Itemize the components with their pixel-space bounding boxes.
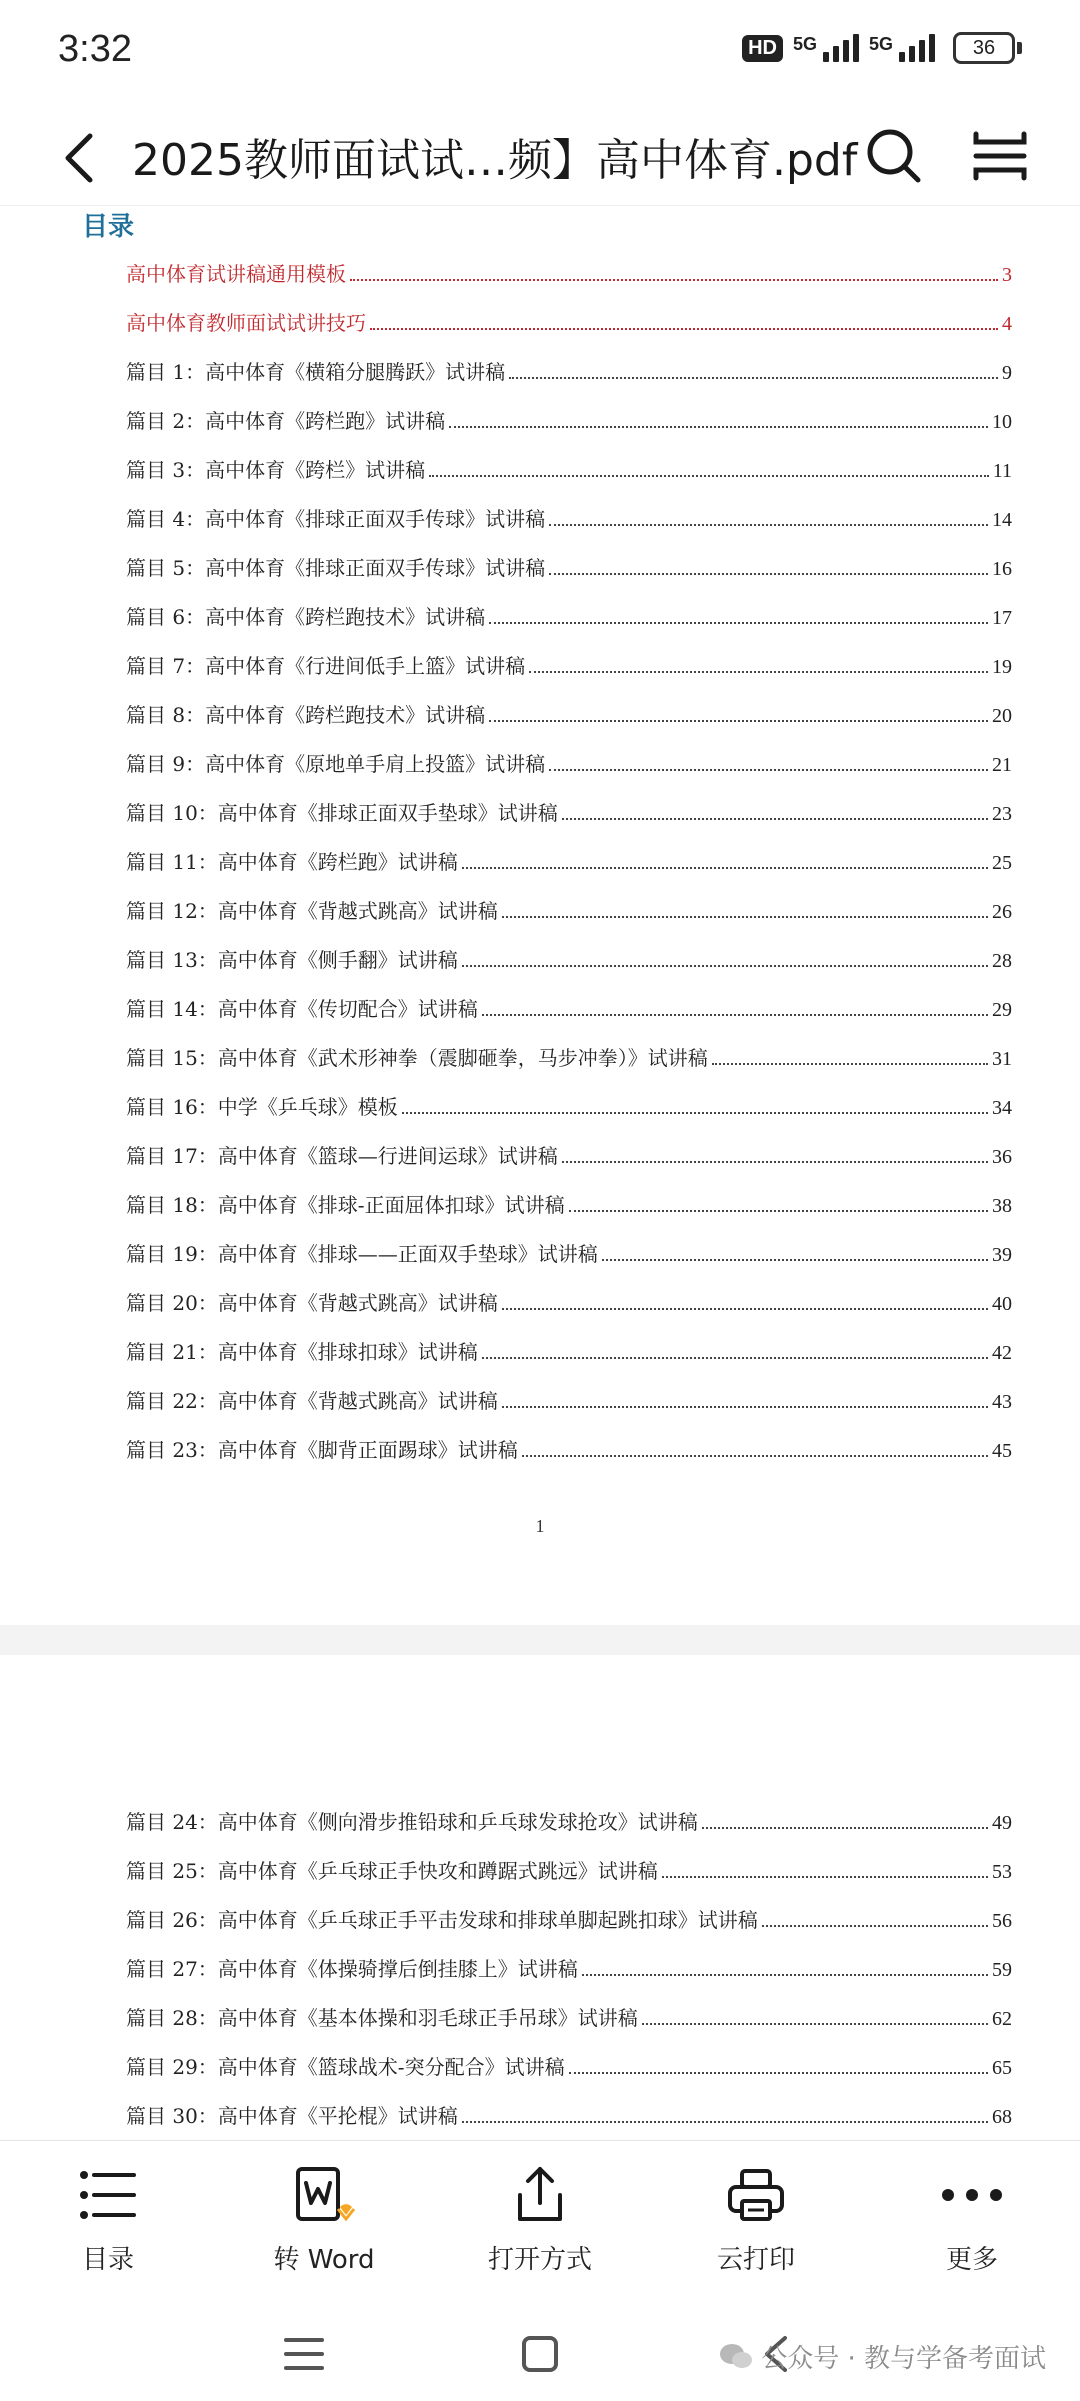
toc-entry-page: 10	[992, 411, 1012, 433]
toc-entry-page: 36	[992, 1146, 1012, 1168]
app-header	[0, 110, 1080, 205]
toc-entry-page: 9	[1002, 362, 1012, 384]
toc-leader-dots	[449, 426, 988, 428]
signal-label: 5G	[868, 34, 893, 54]
nav-home-button[interactable]	[510, 2324, 570, 2384]
toc-entry-page: 68	[992, 2106, 1012, 2128]
share-icon	[510, 2163, 570, 2227]
toc-entry-page: 42	[992, 1342, 1012, 1364]
toc-entry-page: 53	[992, 1861, 1012, 1883]
toc-entry-title: 篇目 26：高中体育《乒乓球正手平击发球和排球单脚起跳扣球》试讲稿	[126, 1908, 758, 1932]
toc-entry-title: 篇目 10：高中体育《排球正面双手垫球》试讲稿	[126, 801, 558, 825]
toc-entry[interactable]	[126, 835, 1012, 875]
toc-entry-page: 20	[992, 705, 1012, 727]
toc-entry-page: 26	[992, 901, 1012, 923]
toc-entry[interactable]	[126, 1031, 1012, 1071]
chevron-left-icon	[52, 128, 112, 188]
bottom-toolbar	[0, 2140, 1080, 2310]
toc-entry-title: 篇目 6：高中体育《跨栏跑技术》试讲稿	[126, 605, 486, 629]
toc-leader-dots	[562, 818, 988, 820]
toc-entry[interactable]	[126, 1942, 1012, 1982]
toc-entry-title: 篇目 3：高中体育《跨栏》试讲稿	[126, 458, 426, 482]
toc-entry-title: 篇目 23：高中体育《脚背正面踢球》试讲稿	[126, 1438, 518, 1462]
toc-entry-page: 28	[992, 950, 1012, 972]
toc-entry-title: 篇目 16：中学《乒乓球》模板	[126, 1095, 398, 1119]
toc-entry-title: 篇目 21：高中体育《排球扣球》试讲稿	[126, 1340, 478, 1364]
page-separator	[0, 1625, 1080, 1655]
toc-entry-title: 篇目 15：高中体育《武术形神拳（震脚砸拳，马步冲拳）》试讲稿	[126, 1046, 708, 1070]
toc-entry-title: 篇目 1：高中体育《横箱分腿腾跃》试讲稿	[126, 360, 506, 384]
toc-entry-page: 43	[992, 1391, 1012, 1413]
toc-entry-title: 篇目 24：高中体育《侧向滑步推铅球和乒乓球发球抢攻》试讲稿	[126, 1810, 698, 1834]
document-title: 2025教师面试试…频】高中体育.pdf	[132, 135, 858, 186]
toolbar-label: 打开方式	[487, 2245, 592, 2275]
toc-entry-page: 31	[992, 1048, 1012, 1070]
toc-entry[interactable]	[126, 884, 1012, 924]
watermark	[719, 2338, 1046, 2375]
toc-entry-title: 篇目 17：高中体育《篮球—行进间运球》试讲稿	[126, 1144, 558, 1168]
toc-entry-page: 39	[992, 1244, 1012, 1266]
cloud-print-button[interactable]	[666, 2159, 846, 2276]
toc-entry-page: 11	[992, 460, 1012, 482]
recents-icon	[284, 2336, 324, 2372]
toc-leader-dots	[702, 1827, 988, 1829]
toc-entry-page: 62	[992, 2008, 1012, 2030]
toc-entry-title: 篇目 12：高中体育《背越式跳高》试讲稿	[126, 899, 498, 923]
toc-entry-page: 17	[992, 607, 1012, 629]
toc-entry[interactable]	[126, 247, 1012, 287]
toc-entry[interactable]	[126, 737, 1012, 777]
toc-entry[interactable]	[126, 541, 1012, 581]
toc-leader-dots	[462, 867, 988, 869]
toc-entry-page: 3	[1002, 264, 1012, 286]
toc-entry[interactable]	[126, 1893, 1012, 1933]
toc-entry[interactable]	[126, 1178, 1012, 1218]
toc-entry[interactable]	[126, 1844, 1012, 1884]
toc-entry-page: 34	[992, 1097, 1012, 1119]
toc-entry[interactable]	[126, 1129, 1012, 1169]
toc-leader-dots	[602, 1259, 988, 1261]
toc-entry-page: 16	[992, 558, 1012, 580]
wechat-icon	[719, 2342, 753, 2372]
toc-entry-page: 40	[992, 1293, 1012, 1315]
toc-leader-dots	[582, 1974, 988, 1976]
list-icon	[78, 2167, 138, 2223]
toc-leader-dots	[642, 2023, 988, 2025]
watermark-text: 公众号 · 教与学备考面试	[761, 2344, 1046, 2374]
signal-icon	[869, 34, 935, 62]
toc-leader-dots	[482, 1357, 988, 1359]
status-icons	[742, 32, 1022, 64]
toc-entry-page: 25	[992, 852, 1012, 874]
more-button[interactable]	[882, 2159, 1062, 2276]
toc-entry[interactable]	[126, 345, 1012, 385]
hd-badge: HD	[742, 35, 783, 62]
battery-level: 36	[953, 32, 1015, 64]
toc-entry[interactable]	[126, 1325, 1012, 1365]
toc-entry-title: 篇目 28：高中体育《基本体操和羽毛球正手吊球》试讲稿	[126, 2006, 638, 2030]
toc-leader-dots	[662, 1876, 988, 1878]
toc-leader-dots	[402, 1112, 988, 1114]
toc-entry[interactable]	[126, 1276, 1012, 1316]
system-nav-bar	[0, 2310, 1080, 2401]
toc-entry-page: 49	[992, 1812, 1012, 1834]
toc-leader-dots	[462, 965, 988, 967]
toc-entry-title: 高中体育试讲稿通用模板	[126, 262, 346, 286]
toc-entry-title: 篇目 27：高中体育《体操骑撑后倒挂膝上》试讲稿	[126, 1957, 578, 1981]
toolbar-label: 转 Word	[273, 2245, 375, 2275]
toc-entry-title: 篇目 20：高中体育《背越式跳高》试讲稿	[126, 1291, 498, 1315]
toc-leader-dots	[522, 1455, 988, 1457]
toc-leader-dots	[712, 1063, 988, 1065]
pdf-page-1[interactable]	[0, 205, 1080, 1625]
toc-entry[interactable]	[126, 296, 1012, 336]
menu-button[interactable]	[968, 124, 1032, 188]
toc-leader-dots	[569, 2072, 988, 2074]
toc-entry[interactable]	[126, 1374, 1012, 1414]
toc-entry-title: 篇目 19：高中体育《排球——正面双手垫球》试讲稿	[126, 1242, 598, 1266]
search-icon	[862, 124, 926, 188]
search-button[interactable]	[862, 124, 926, 188]
toc-leader-dots	[502, 1406, 988, 1408]
toc-leader-dots	[762, 1925, 988, 1927]
toc-entry[interactable]	[126, 394, 1012, 434]
toc-leader-dots	[429, 475, 989, 477]
toc-entry-title: 篇目 14：高中体育《传切配合》试讲稿	[126, 997, 478, 1021]
toc-entry[interactable]	[126, 639, 1012, 679]
toc-entry-page: 59	[992, 1959, 1012, 1981]
toc-entry-page: 4	[1002, 313, 1012, 335]
toc-entry-page: 19	[992, 656, 1012, 678]
toc-leader-dots	[462, 2121, 988, 2123]
home-icon	[520, 2334, 560, 2374]
toc-entry-title: 篇目 7：高中体育《行进间低手上篮》试讲稿	[126, 654, 526, 678]
toc-entry[interactable]	[126, 1795, 1012, 1835]
toc-entry[interactable]	[126, 933, 1012, 973]
toc-entry[interactable]	[126, 1991, 1012, 2031]
toc-leader-dots	[489, 622, 988, 624]
toc-entry-title: 篇目 18：高中体育《排球-正面屈体扣球》试讲稿	[126, 1193, 565, 1217]
convert-word-button[interactable]	[234, 2159, 414, 2276]
toc-entry-page: 23	[992, 803, 1012, 825]
word-convert-icon	[292, 2163, 356, 2227]
toc-entry-title: 篇目 2：高中体育《跨栏跑》试讲稿	[126, 409, 446, 433]
toc-entry[interactable]	[126, 2040, 1012, 2080]
toc-entry-title: 篇目 22：高中体育《背越式跳高》试讲稿	[126, 1389, 498, 1413]
toc-entry-title: 篇目 30：高中体育《平抡棍》试讲稿	[126, 2104, 458, 2128]
toc-entry-title: 篇目 5：高中体育《排球正面双手传球》试讲稿	[126, 556, 546, 580]
more-icon	[940, 2185, 1004, 2205]
status-bar	[0, 0, 1080, 110]
toc-leader-dots	[529, 671, 988, 673]
nav-recents-button[interactable]	[274, 2324, 334, 2384]
toc-leader-dots	[482, 1014, 988, 1016]
toolbar-label: 目录	[81, 2245, 134, 2275]
menu-icon	[968, 124, 1032, 188]
toc-entry[interactable]	[126, 2089, 1012, 2129]
toc-entry[interactable]	[126, 590, 1012, 630]
toc-leader-dots	[370, 328, 998, 330]
toc-entry[interactable]	[126, 1080, 1012, 1120]
toc-heading: 目录	[82, 212, 135, 242]
status-time: 3:32	[58, 28, 132, 70]
toc-entry[interactable]	[126, 982, 1012, 1022]
toc-entry-page: 14	[992, 509, 1012, 531]
toc-entry[interactable]	[126, 1423, 1012, 1463]
toc-leader-dots	[489, 720, 988, 722]
toc-leader-dots	[502, 1308, 988, 1310]
toc-entry-page: 65	[992, 2057, 1012, 2079]
toc-entry-title: 篇目 13：高中体育《侧手翻》试讲稿	[126, 948, 458, 972]
signal-label: 5G	[792, 34, 817, 54]
toc-leader-dots	[549, 573, 988, 575]
toc-entry-title: 篇目 11：高中体育《跨栏跑》试讲稿	[126, 850, 458, 874]
toc-leader-dots	[549, 769, 988, 771]
toc-entry-title: 篇目 29：高中体育《篮球战术-突分配合》试讲稿	[126, 2055, 565, 2079]
toc-leader-dots	[509, 377, 998, 379]
toolbar-label: 云打印	[716, 2245, 795, 2275]
toc-leader-dots	[502, 916, 988, 918]
toc-entry-title: 篇目 25：高中体育《乒乓球正手快攻和蹲踞式跳远》试讲稿	[126, 1859, 658, 1883]
back-button[interactable]	[52, 128, 112, 188]
toc-entry-title: 高中体育教师面试试讲技巧	[126, 311, 366, 335]
page-number: 1	[535, 1516, 545, 1536]
toc-leader-dots	[549, 524, 988, 526]
toc-entry-title: 篇目 9：高中体育《原地单手肩上投篮》试讲稿	[126, 752, 546, 776]
pdf-page-2[interactable]	[0, 1655, 1080, 2140]
toc-entry[interactable]	[126, 786, 1012, 826]
toolbar-label: 更多	[945, 2245, 998, 2275]
toc-entry-page: 21	[992, 754, 1012, 776]
signal-icon	[793, 34, 859, 62]
toc-entry-title: 篇目 8：高中体育《跨栏跑技术》试讲稿	[126, 703, 486, 727]
toc-entry-page: 38	[992, 1195, 1012, 1217]
toc-leader-dots	[350, 279, 998, 281]
toc-entry-title: 篇目 4：高中体育《排球正面双手传球》试讲稿	[126, 507, 546, 531]
battery-icon	[953, 32, 1022, 64]
printer-icon	[724, 2163, 788, 2227]
toc-entry-page: 56	[992, 1910, 1012, 1932]
toc-leader-dots	[562, 1161, 988, 1163]
toc-button[interactable]	[18, 2159, 198, 2276]
toc-entry-page: 45	[992, 1440, 1012, 1462]
toc-entry-page: 29	[992, 999, 1012, 1021]
toc-entry[interactable]	[126, 1227, 1012, 1267]
toc-entry[interactable]	[126, 443, 1012, 483]
toc-leader-dots	[569, 1210, 988, 1212]
open-with-button[interactable]	[450, 2159, 630, 2276]
toc-entry[interactable]	[126, 688, 1012, 728]
toc-entry[interactable]	[126, 492, 1012, 532]
